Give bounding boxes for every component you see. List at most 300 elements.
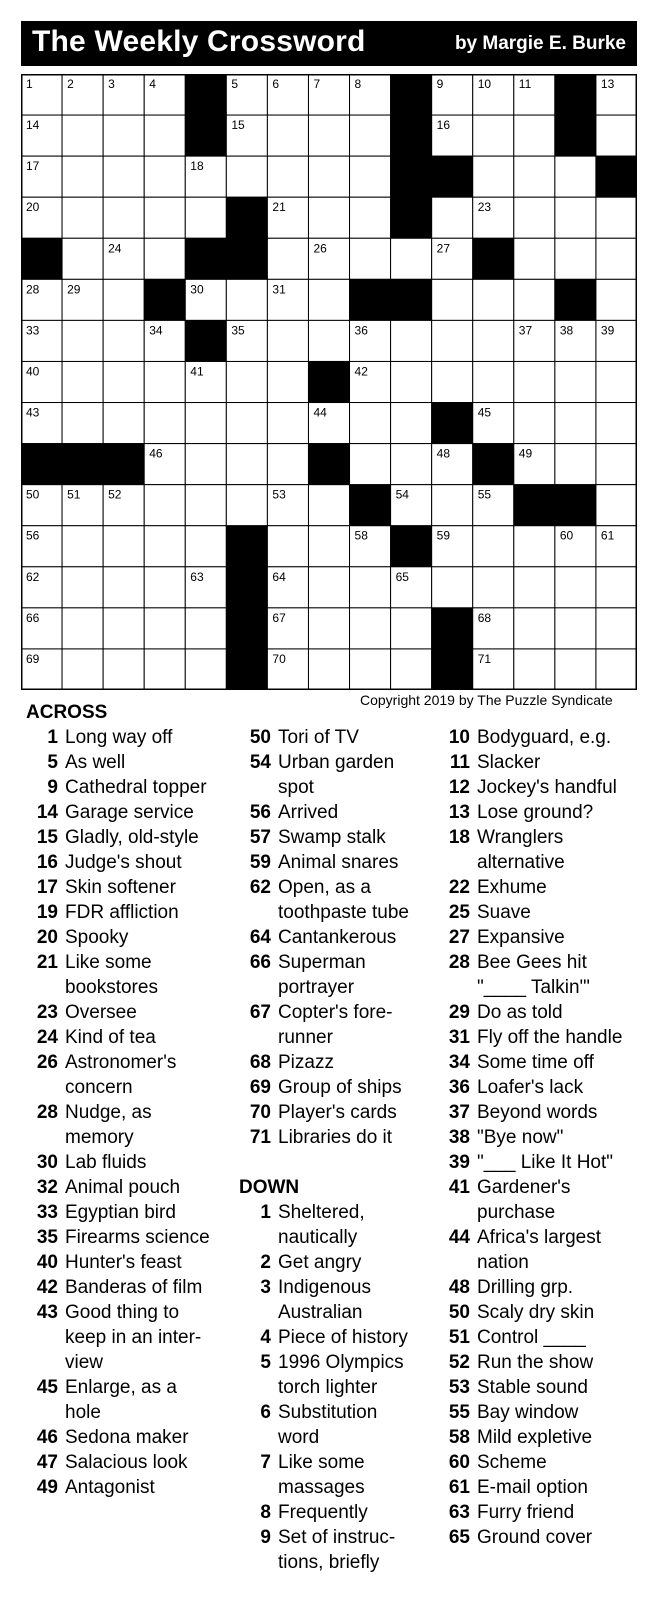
- grid-cell[interactable]: [62, 320, 103, 361]
- grid-cell[interactable]: [596, 403, 637, 444]
- grid-cell[interactable]: [391, 320, 432, 361]
- grid-cell[interactable]: [473, 526, 514, 567]
- clue-number: 70: [249, 1102, 271, 1123]
- clue-number: 32: [36, 1177, 58, 1198]
- cell-number: 63: [190, 569, 204, 584]
- clue-text-line: runner: [278, 1027, 333, 1048]
- grid-cell[interactable]: [473, 567, 514, 608]
- clue-text-line: Kind of tea: [65, 1027, 156, 1048]
- clue-across-40: [26, 1250, 210, 1275]
- clue-number: 43: [36, 1302, 58, 1323]
- cell-number: 40: [26, 364, 40, 379]
- clue-number: 50: [249, 727, 271, 748]
- grid-cell[interactable]: [62, 361, 103, 402]
- clue-across-16: [26, 850, 210, 875]
- clue-text-line: hole: [65, 1402, 101, 1423]
- grid-cell[interactable]: [103, 320, 144, 361]
- clue-down-6: [239, 1400, 409, 1450]
- clue-number: 3: [260, 1277, 271, 1298]
- cell-number: 16: [436, 118, 451, 133]
- clue-number: 64: [249, 927, 271, 948]
- clue-across-35: [26, 1225, 210, 1250]
- clue-number: 59: [249, 852, 271, 873]
- grid-cell[interactable]: [144, 526, 185, 567]
- grid-cell[interactable]: [514, 608, 555, 649]
- clue-text-line: Good thing to: [65, 1302, 180, 1323]
- clue-across-14: [26, 800, 210, 825]
- grid-cell[interactable]: [62, 526, 103, 567]
- grid-cell[interactable]: [596, 567, 637, 608]
- clue-number: 48: [448, 1277, 470, 1298]
- clue-column-1: [26, 700, 210, 1500]
- cell-number: 47: [313, 446, 327, 461]
- clue-text-line: Suave: [477, 902, 531, 923]
- grid-cell[interactable]: [144, 567, 185, 608]
- clue-across-1: [26, 725, 210, 750]
- grid-cell[interactable]: [144, 156, 185, 197]
- section-gap: [239, 1150, 409, 1175]
- clue-text-line: Do as told: [477, 1002, 563, 1023]
- clue-across-56: [239, 800, 409, 825]
- grid-cell[interactable]: [350, 608, 391, 649]
- cell-number: 22: [395, 200, 409, 215]
- clue-text-line: Loafer's lack: [477, 1077, 584, 1098]
- black-square: [62, 444, 103, 485]
- grid-cell[interactable]: [308, 115, 349, 156]
- clue-number: 51: [448, 1327, 470, 1348]
- cell-number: 6: [272, 77, 280, 91]
- grid-cell[interactable]: [62, 156, 103, 197]
- grid-cell[interactable]: [267, 238, 308, 279]
- clue-across-45: [26, 1375, 210, 1425]
- grid-cell[interactable]: [596, 115, 637, 156]
- clue-text-line: Beyond words: [477, 1102, 598, 1123]
- clue-across-49: [26, 1475, 210, 1500]
- grid-cell[interactable]: [432, 485, 473, 526]
- clue-text-line: Egyptian bird: [65, 1202, 176, 1223]
- grid-cell[interactable]: [473, 361, 514, 402]
- grid-cell[interactable]: [596, 197, 637, 238]
- grid-cell[interactable]: [350, 403, 391, 444]
- cell-number: 64: [272, 569, 286, 584]
- clue-text-line: Indigenous: [278, 1277, 371, 1298]
- clue-number: 42: [36, 1277, 58, 1298]
- clue-text-line: Sheltered,: [278, 1202, 365, 1223]
- cell-number: 29: [67, 282, 81, 297]
- clue-across-43: [26, 1300, 210, 1375]
- clue-number: 10: [448, 727, 470, 748]
- cell-number: 27: [436, 241, 451, 256]
- clue-number: 55: [448, 1402, 470, 1423]
- cell-number: 14: [26, 118, 40, 133]
- clue-text-line: Get angry: [278, 1252, 362, 1273]
- grid-cell[interactable]: [62, 115, 103, 156]
- clue-text-line: Tori of TV: [278, 727, 359, 748]
- clue-number: 62: [249, 877, 271, 898]
- grid-cell[interactable]: [514, 526, 555, 567]
- clue-text-line: portrayer: [278, 977, 355, 998]
- grid-cell[interactable]: [308, 320, 349, 361]
- grid-cell[interactable]: [267, 320, 308, 361]
- grid-cell[interactable]: [555, 608, 596, 649]
- clue-number: 37: [448, 1102, 470, 1123]
- grid-cell[interactable]: [391, 444, 432, 485]
- grid-cell[interactable]: [62, 649, 103, 690]
- clue-text-line: bookstores: [65, 977, 158, 998]
- cell-number: 41: [190, 364, 204, 379]
- clue-number: 11: [449, 752, 470, 773]
- grid-cell[interactable]: [267, 403, 308, 444]
- clue-text-line: Animal snares: [278, 852, 399, 873]
- grid-cell[interactable]: [226, 444, 267, 485]
- cell-number: 34: [149, 323, 163, 338]
- grid-cell[interactable]: [432, 567, 473, 608]
- grid-cell[interactable]: [144, 649, 185, 690]
- clue-number: 54: [249, 752, 271, 773]
- grid-cell[interactable]: [267, 156, 308, 197]
- clue-text-line: Lab fluids: [65, 1152, 147, 1173]
- grid-cell[interactable]: [185, 608, 226, 649]
- clue-across-21: [26, 950, 210, 1000]
- clue-across-62: [239, 875, 409, 925]
- grid-cell[interactable]: [144, 403, 185, 444]
- grid-cell[interactable]: [103, 156, 144, 197]
- clue-text-line: concern: [65, 1077, 133, 1098]
- clue-across-42: [26, 1275, 210, 1300]
- grid-cell[interactable]: [555, 361, 596, 402]
- grid-cell[interactable]: [596, 361, 637, 402]
- clue-number: 61: [448, 1477, 470, 1498]
- cell-number: 11: [518, 77, 532, 91]
- grid-cell[interactable]: [432, 279, 473, 320]
- grid-cell[interactable]: [308, 526, 349, 567]
- cell-number: 45: [477, 405, 492, 420]
- crossword-grid: [21, 74, 637, 690]
- grid-cell[interactable]: [308, 608, 349, 649]
- clue-down-44: [438, 1225, 622, 1275]
- black-square: [185, 74, 226, 115]
- grid-cell[interactable]: [185, 526, 226, 567]
- clue-down-52: [438, 1350, 622, 1375]
- cell-number: 71: [477, 651, 492, 666]
- clue-text-line: Ground cover: [477, 1527, 593, 1548]
- grid-cell[interactable]: [514, 361, 555, 402]
- cell-number: 32: [395, 282, 409, 297]
- black-square: [555, 279, 596, 320]
- cell-number: 59: [436, 528, 451, 543]
- clue-text-line: Drilling grp.: [477, 1277, 574, 1298]
- clue-text-line: massages: [278, 1477, 365, 1498]
- clue-text-line: Judge's shout: [65, 852, 182, 873]
- clue-across-67: [239, 1000, 409, 1050]
- cell-number: 18: [190, 159, 204, 174]
- grid-cell[interactable]: [185, 649, 226, 690]
- clue-text-line: Group of ships: [278, 1077, 402, 1098]
- clue-number: 1: [260, 1202, 271, 1223]
- black-square: [103, 444, 144, 485]
- grid-cell[interactable]: [473, 279, 514, 320]
- clue-text-line: E-mail option: [477, 1477, 588, 1498]
- clue-number: 24: [36, 1027, 58, 1048]
- clue-down-22: [438, 875, 622, 900]
- cell-number: 25: [231, 241, 245, 256]
- clue-text-line: Cantankerous: [278, 927, 397, 948]
- grid-cell[interactable]: [62, 608, 103, 649]
- clue-number: 46: [36, 1427, 58, 1448]
- black-square: [596, 156, 637, 197]
- grid-cell[interactable]: [103, 526, 144, 567]
- grid-cell[interactable]: [555, 156, 596, 197]
- clue-text-line: Garage service: [65, 802, 194, 823]
- grid-cell[interactable]: [308, 279, 349, 320]
- clue-number: 20: [36, 927, 58, 948]
- cell-number: 15: [231, 118, 245, 133]
- clue-number: 66: [249, 952, 271, 973]
- grid-cell[interactable]: [226, 403, 267, 444]
- black-square: [226, 567, 267, 608]
- grid-cell[interactable]: [555, 238, 596, 279]
- grid-cell[interactable]: [103, 403, 144, 444]
- clue-down-60: [438, 1450, 622, 1475]
- cell-number: 43: [26, 405, 40, 420]
- grid-cell[interactable]: [596, 608, 637, 649]
- black-square: [21, 238, 62, 279]
- black-square: [185, 238, 226, 279]
- grid-cell[interactable]: [226, 485, 267, 526]
- clue-down-41: [438, 1175, 622, 1225]
- grid-cell[interactable]: [267, 526, 308, 567]
- grid-cell[interactable]: [308, 156, 349, 197]
- grid-cell[interactable]: [473, 320, 514, 361]
- grid-cell[interactable]: [596, 444, 637, 485]
- grid-cell[interactable]: [144, 608, 185, 649]
- grid-cell[interactable]: [62, 197, 103, 238]
- clue-text-line: Furry friend: [477, 1502, 575, 1523]
- clue-text-line: FDR affliction: [65, 902, 179, 923]
- clue-text-line: keep in an inter-: [65, 1327, 202, 1348]
- grid-cell[interactable]: [308, 485, 349, 526]
- grid-cell[interactable]: [555, 567, 596, 608]
- grid-cell[interactable]: [103, 608, 144, 649]
- grid-cell[interactable]: [103, 197, 144, 238]
- grid-cell[interactable]: [555, 403, 596, 444]
- clue-number: 1: [47, 727, 58, 748]
- clue-down-61: [438, 1475, 622, 1500]
- clue-text-line: Like some: [278, 1452, 365, 1473]
- clue-column-3: [438, 725, 622, 1550]
- black-square: [226, 649, 267, 690]
- grid-cell[interactable]: [144, 197, 185, 238]
- cell-number: 58: [354, 528, 368, 543]
- clue-text-line: Superman: [278, 952, 366, 973]
- black-square: [514, 485, 555, 526]
- cell-number: 5: [231, 77, 239, 91]
- clue-down-2: [239, 1250, 409, 1275]
- cell-number: 68: [477, 610, 492, 625]
- clue-down-50: [438, 1300, 622, 1325]
- grid-cell[interactable]: [391, 238, 432, 279]
- grid-cell[interactable]: [308, 197, 349, 238]
- clue-number: 27: [448, 927, 470, 948]
- grid-svg: [21, 74, 637, 690]
- black-square: [555, 485, 596, 526]
- grid-cell[interactable]: [473, 156, 514, 197]
- cell-number: 39: [600, 323, 615, 338]
- clue-number: 52: [448, 1352, 470, 1373]
- grid-cell[interactable]: [391, 361, 432, 402]
- clue-number: 68: [249, 1052, 271, 1073]
- grid-cell[interactable]: [514, 649, 555, 690]
- clue-number: 9: [260, 1527, 271, 1548]
- grid-cell[interactable]: [267, 444, 308, 485]
- black-square: [555, 115, 596, 156]
- cell-number: 55: [477, 487, 492, 502]
- across-heading: ACROSS: [26, 702, 108, 723]
- clue-number: 39: [448, 1152, 470, 1173]
- grid-cell[interactable]: [514, 115, 555, 156]
- grid-cell[interactable]: [596, 485, 637, 526]
- clue-across-33: [26, 1200, 210, 1225]
- grid-cell[interactable]: [596, 279, 637, 320]
- cell-number: 10: [477, 77, 492, 91]
- grid-cell[interactable]: [103, 361, 144, 402]
- grid-cell[interactable]: [103, 279, 144, 320]
- cell-number: 17: [26, 159, 40, 174]
- clue-down-12: [438, 775, 622, 800]
- grid-cell[interactable]: [62, 567, 103, 608]
- grid-cell[interactable]: [596, 649, 637, 690]
- clue-number: 16: [36, 852, 58, 873]
- cell-number: 4: [149, 77, 156, 91]
- clue-text-line: Frequently: [278, 1502, 368, 1523]
- grid-cell[interactable]: [432, 320, 473, 361]
- clue-text-line: 1996 Olympics: [278, 1352, 404, 1373]
- grid-cell[interactable]: [350, 649, 391, 690]
- clue-down-13: [438, 800, 622, 825]
- clue-across-64: [239, 925, 409, 950]
- cell-number: 3: [108, 77, 115, 91]
- grid-cell[interactable]: [267, 115, 308, 156]
- cell-number: 42: [354, 364, 368, 379]
- grid-cell[interactable]: [432, 361, 473, 402]
- grid-cell[interactable]: [62, 403, 103, 444]
- clue-text-line: Sedona maker: [65, 1427, 189, 1448]
- grid-cell[interactable]: [185, 444, 226, 485]
- cell-number: 60: [559, 528, 574, 543]
- cell-number: 61: [600, 528, 615, 543]
- grid-cell[interactable]: [391, 403, 432, 444]
- clue-text-line: word: [278, 1427, 320, 1448]
- grid-cell[interactable]: [185, 403, 226, 444]
- cell-number: 20: [26, 200, 40, 215]
- grid-cell[interactable]: [144, 361, 185, 402]
- clue-text-line: Arrived: [278, 802, 339, 823]
- grid-cell[interactable]: [226, 361, 267, 402]
- clue-down-48: [438, 1275, 622, 1300]
- cell-number: 51: [67, 487, 81, 502]
- clue-number: 53: [448, 1377, 470, 1398]
- grid-cell[interactable]: [514, 567, 555, 608]
- grid-cell[interactable]: [514, 197, 555, 238]
- clue-text-line: Long way off: [65, 727, 173, 748]
- clue-down-25: [438, 900, 622, 925]
- grid-cell[interactable]: [555, 649, 596, 690]
- clue-text-line: Mild expletive: [477, 1427, 593, 1448]
- grid-cell[interactable]: [596, 238, 637, 279]
- black-square: [350, 485, 391, 526]
- grid-cell[interactable]: [103, 567, 144, 608]
- grid-cell[interactable]: [350, 444, 391, 485]
- grid-cell[interactable]: [350, 197, 391, 238]
- down-heading: DOWN: [239, 1177, 300, 1198]
- grid-cell[interactable]: [555, 197, 596, 238]
- clue-number: 45: [36, 1377, 58, 1398]
- grid-cell[interactable]: [308, 567, 349, 608]
- black-square: [185, 320, 226, 361]
- grid-cell[interactable]: [226, 156, 267, 197]
- clue-across-46: [26, 1425, 210, 1450]
- clue-number: 69: [249, 1077, 271, 1098]
- clue-text-line: Firearms science: [65, 1227, 210, 1248]
- grid-cell[interactable]: [514, 279, 555, 320]
- grid-cell[interactable]: [308, 649, 349, 690]
- clue-text-line: Urban garden: [278, 752, 395, 773]
- clue-number: 14: [36, 802, 58, 823]
- grid-cell[interactable]: [350, 156, 391, 197]
- grid-cell[interactable]: [62, 238, 103, 279]
- clue-text-line: spot: [278, 777, 314, 798]
- grid-cell[interactable]: [350, 115, 391, 156]
- clue-number: 50: [448, 1302, 470, 1323]
- clue-down-27: [438, 925, 622, 950]
- clue-down-4: [239, 1325, 409, 1350]
- grid-cell[interactable]: [144, 115, 185, 156]
- clue-number: 40: [36, 1252, 58, 1273]
- cell-number: 65: [395, 569, 409, 584]
- grid-cell[interactable]: [432, 197, 473, 238]
- grid-cell[interactable]: [514, 238, 555, 279]
- grid-cell[interactable]: [391, 649, 432, 690]
- clue-text-line: "____ Talkin'": [477, 977, 590, 998]
- grid-cell[interactable]: [144, 238, 185, 279]
- clue-number: 5: [260, 1352, 271, 1373]
- grid-cell[interactable]: [226, 279, 267, 320]
- cell-number: 46: [149, 446, 163, 461]
- grid-cell[interactable]: [350, 567, 391, 608]
- grid-cell[interactable]: [350, 238, 391, 279]
- grid-cell[interactable]: [555, 444, 596, 485]
- black-square: [432, 403, 473, 444]
- clue-across-17: [26, 875, 210, 900]
- cell-number: 62: [26, 569, 40, 584]
- grid-cell[interactable]: [514, 403, 555, 444]
- grid-cell[interactable]: [103, 649, 144, 690]
- grid-cell[interactable]: [514, 156, 555, 197]
- grid-cell[interactable]: [473, 115, 514, 156]
- grid-cell[interactable]: [267, 361, 308, 402]
- grid-cell[interactable]: [391, 608, 432, 649]
- clue-text-line: Animal pouch: [65, 1177, 181, 1198]
- grid-cell[interactable]: [185, 485, 226, 526]
- grid-cell[interactable]: [144, 485, 185, 526]
- clue-text-line: As well: [65, 752, 126, 773]
- grid-cell[interactable]: [103, 115, 144, 156]
- clue-down-65: [438, 1525, 622, 1550]
- clue-number: 5: [47, 752, 58, 773]
- cell-number: 1: [26, 77, 33, 91]
- grid-cell[interactable]: [185, 197, 226, 238]
- clue-number: 12: [448, 777, 470, 798]
